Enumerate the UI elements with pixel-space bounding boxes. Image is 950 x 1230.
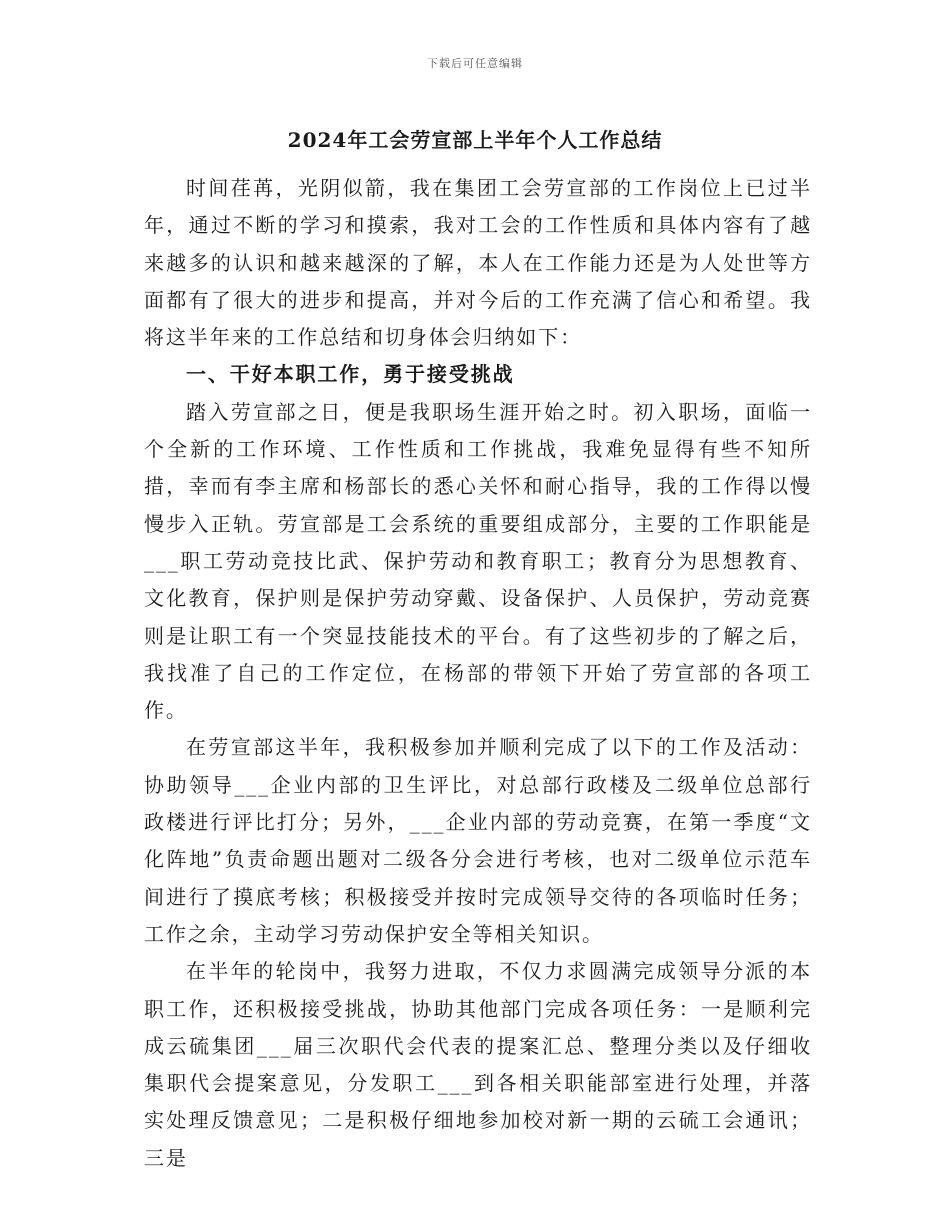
paragraph-rotation: 在半年的轮岗中，我努力进取，不仅力求圆满完成领导分派的本职工作，还积极接受挑战，协助其他部门完成各项任务：一是顺利完成云硫集团___届三次职代会代表的提案汇总、整理分类以及仔细收集职代会提案意见，分发职工___到各相关职能部室进行处理，并落实处理反馈意见；二是积极仔细地参加校对新一期的云硫工会通讯；三是 bbox=[144, 959, 812, 1170]
header-note: 下载后可任意编辑 bbox=[427, 57, 523, 70]
paragraph-role: 踏入劳宣部之日，便是我职场生涯开始之时。初入职场，面临一个全新的工作环境、工作性质和工作挑战，我难免显得有些不知所措，幸而有李主席和杨部长的悉心关怀和耐心指导，我的工作得以慢慢步入正轨。劳宣部是工会系统的重要组成部分，主要的工作职能是___职工劳动竞技比武、保护劳动和教育职工；教育分为思想教育、文化教育，保护则是保护劳动穿戴、设备保护、人员保护，劳动竞赛则是让职工有一个突显技能技术的平台。有了这些初步的了解之后，我找准了自己的工作定位，在杨部的带领下开始了劳宣部的各项工作。 bbox=[144, 399, 812, 723]
document-title: 2024年工会劳宣部上半年个人工作总结 bbox=[287, 128, 663, 152]
document-body bbox=[144, 170, 812, 1177]
paragraph-activities: 在劳宣部这半年，我积极参加并顺利完成了以下的工作及活动：协助领导___企业内部的卫生评比，对总部行政楼及二级单位总部行政楼进行评比打分；另外，___企业内部的劳动竞赛，在第一季度“文化阵地”负责命题出题对二级各分会进行考核，也对二级单位示范车间进行了摸底考核；积极接受并按时完成领导交待的各项临时任务；工作之余，主动学习劳动保护安全等相关知识。 bbox=[144, 735, 812, 946]
section-heading: 一、干好本职工作，勇于接受挑战 bbox=[186, 362, 515, 387]
paragraph-intro: 时间荏苒，光阴似箭，我在集团工会劳宣部的工作岗位上已过半年，通过不断的学习和摸索，我对工会的工作性质和具体内容有了越来越多的认识和越来越深的了解，本人在工作能力还是为人处世等方面都有了很大的进步和提高，并对今后的工作充满了信心和希望。我将这半年来的工作总结和切身体会归纳如下： bbox=[144, 176, 812, 350]
